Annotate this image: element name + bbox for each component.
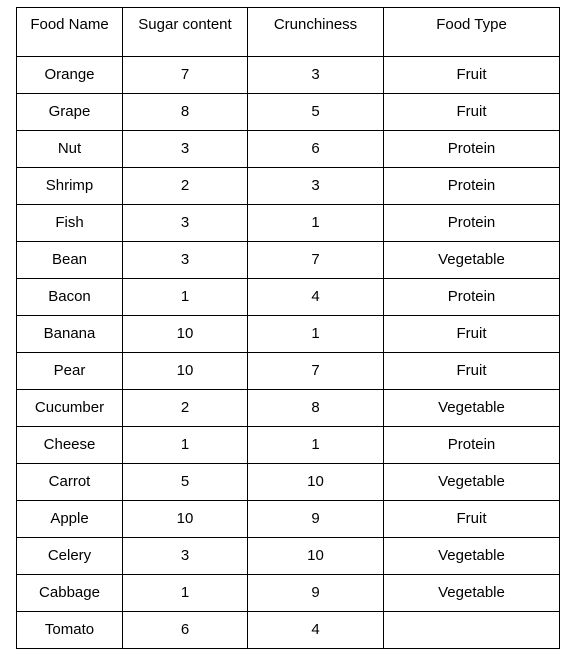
cell-crunchiness: 10 xyxy=(248,538,384,575)
table-row xyxy=(17,427,560,464)
cell-crunchiness: 10 xyxy=(248,464,384,501)
cell-food-type: Protein xyxy=(384,131,560,168)
table-row xyxy=(17,464,560,501)
cell-food-name: Cabbage xyxy=(17,575,123,612)
cell-sugar-content: 3 xyxy=(123,205,248,242)
table-row xyxy=(17,57,560,94)
cell-food-name: Shrimp xyxy=(17,168,123,205)
cell-food-type: Protein xyxy=(384,279,560,316)
cell-food-type xyxy=(384,612,560,649)
table-row xyxy=(17,353,560,390)
table-row xyxy=(17,242,560,279)
cell-food-type: Fruit xyxy=(384,94,560,131)
cell-food-type: Fruit xyxy=(384,57,560,94)
cell-food-type: Vegetable xyxy=(384,575,560,612)
cell-crunchiness: 3 xyxy=(248,57,384,94)
cell-food-name: Banana xyxy=(17,316,123,353)
cell-sugar-content: 2 xyxy=(123,390,248,427)
cell-food-type: Fruit xyxy=(384,316,560,353)
table-row xyxy=(17,501,560,538)
cell-food-name: Fish xyxy=(17,205,123,242)
cell-food-type: Vegetable xyxy=(384,538,560,575)
cell-sugar-content: 10 xyxy=(123,501,248,538)
cell-sugar-content: 1 xyxy=(123,427,248,464)
cell-crunchiness: 1 xyxy=(248,316,384,353)
table-row xyxy=(17,205,560,242)
cell-food-name: Nut xyxy=(17,131,123,168)
cell-food-name: Grape xyxy=(17,94,123,131)
cell-food-name: Tomato xyxy=(17,612,123,649)
table-row xyxy=(17,94,560,131)
cell-food-type: Protein xyxy=(384,427,560,464)
cell-food-type: Fruit xyxy=(384,353,560,390)
cell-food-type: Fruit xyxy=(384,501,560,538)
cell-sugar-content: 3 xyxy=(123,538,248,575)
cell-crunchiness: 4 xyxy=(248,612,384,649)
cell-food-type: Vegetable xyxy=(384,464,560,501)
cell-crunchiness: 5 xyxy=(248,94,384,131)
cell-food-type: Vegetable xyxy=(384,390,560,427)
cell-sugar-content: 5 xyxy=(123,464,248,501)
cell-sugar-content: 8 xyxy=(123,94,248,131)
cell-food-name: Cheese xyxy=(17,427,123,464)
cell-crunchiness: 6 xyxy=(248,131,384,168)
table-row xyxy=(17,316,560,353)
cell-food-name: Orange xyxy=(17,57,123,94)
header-food-type: Food Type xyxy=(384,8,560,57)
table-row xyxy=(17,575,560,612)
cell-food-name: Bacon xyxy=(17,279,123,316)
cell-crunchiness: 7 xyxy=(248,353,384,390)
table-row xyxy=(17,131,560,168)
header-food-name: Food Name xyxy=(17,8,123,57)
cell-food-name: Pear xyxy=(17,353,123,390)
cell-crunchiness: 1 xyxy=(248,427,384,464)
cell-crunchiness: 1 xyxy=(248,205,384,242)
cell-sugar-content: 1 xyxy=(123,279,248,316)
cell-food-name: Celery xyxy=(17,538,123,575)
cell-sugar-content: 10 xyxy=(123,316,248,353)
cell-food-type: Protein xyxy=(384,168,560,205)
cell-crunchiness: 4 xyxy=(248,279,384,316)
cell-crunchiness: 7 xyxy=(248,242,384,279)
cell-sugar-content: 10 xyxy=(123,353,248,390)
table-row xyxy=(17,168,560,205)
header-row xyxy=(17,8,560,57)
cell-sugar-content: 3 xyxy=(123,131,248,168)
table-row xyxy=(17,538,560,575)
cell-food-name: Bean xyxy=(17,242,123,279)
cell-crunchiness: 8 xyxy=(248,390,384,427)
cell-food-type: Protein xyxy=(384,205,560,242)
cell-crunchiness: 9 xyxy=(248,501,384,538)
table-row xyxy=(17,390,560,427)
cell-sugar-content: 6 xyxy=(123,612,248,649)
table-body xyxy=(17,8,560,649)
food-table xyxy=(16,7,560,649)
cell-sugar-content: 7 xyxy=(123,57,248,94)
cell-food-name: Carrot xyxy=(17,464,123,501)
cell-crunchiness: 9 xyxy=(248,575,384,612)
cell-crunchiness: 3 xyxy=(248,168,384,205)
cell-food-name: Apple xyxy=(17,501,123,538)
header-crunchiness: Crunchiness xyxy=(248,8,384,57)
header-sugar-content: Sugar content xyxy=(123,8,248,57)
cell-food-name: Cucumber xyxy=(17,390,123,427)
cell-food-type: Vegetable xyxy=(384,242,560,279)
table-row xyxy=(17,612,560,649)
table-row xyxy=(17,279,560,316)
cell-sugar-content: 2 xyxy=(123,168,248,205)
cell-sugar-content: 3 xyxy=(123,242,248,279)
cell-sugar-content: 1 xyxy=(123,575,248,612)
